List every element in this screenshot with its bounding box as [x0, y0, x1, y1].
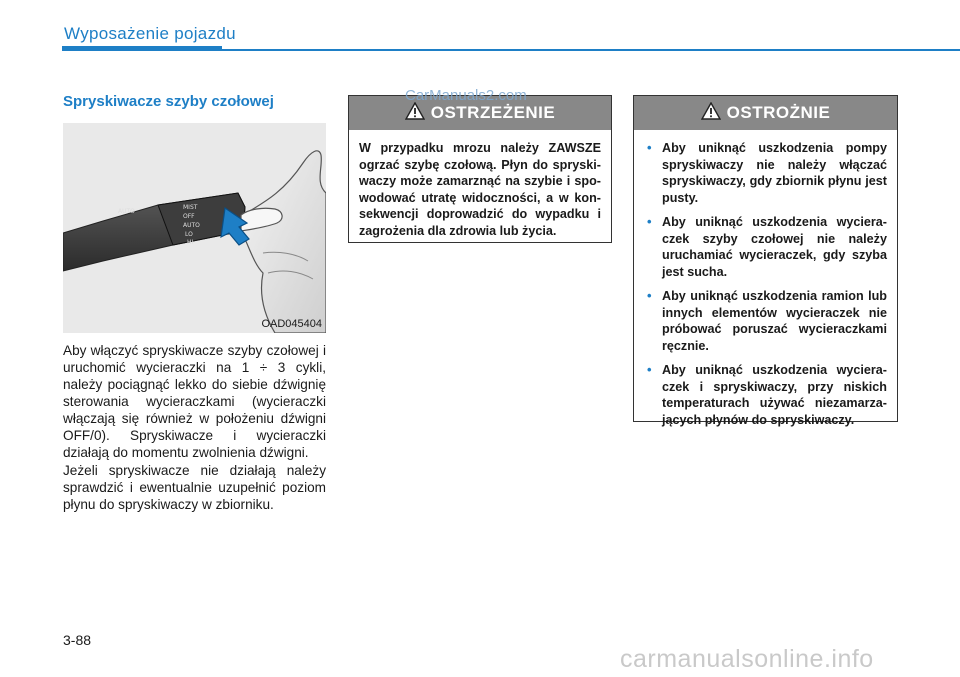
page-number: 3-88 [63, 632, 92, 648]
wiper-stalk-figure [63, 123, 326, 333]
caution-item-text: Aby uniknąć uszkodzenia pompy spryskiwaczy nie należy włączać spryskiwaczy, gdy zbiornik płynu jest pusty. [662, 141, 887, 205]
bullet-icon: • [647, 214, 652, 229]
caution-list [644, 140, 887, 428]
caution-box-title: OSTROŻNIE [726, 103, 831, 122]
figure-code: OAD045404 [261, 318, 322, 330]
warning-box-text: W przypadku mrozu należy ZAWSZE ogrzać szybę czołową. Płyn do spryskiwaczy może zamarznąć na szybie i spowodować utratę widoczności, a w konsekwencji doprowadzić do wypadku i zagrożenia dla zdrowia lub życia. [359, 141, 601, 238]
watermark-bottom: carmanualsonline.info [620, 645, 874, 673]
caution-box-header [634, 96, 897, 130]
title-underline-thick [62, 46, 222, 51]
bullet-icon: • [647, 288, 652, 303]
section-title: Wyposażenie pojazdu [64, 24, 236, 43]
wiper-stalk-illustration [63, 123, 326, 333]
title-underline-thin [222, 49, 960, 51]
caution-item [644, 214, 887, 280]
body-paragraph-2: Jeżeli spryskiwacze nie działają należy sprawdzić i ewentualnie uzupełnić poziom płynu do spryskiwaczy w zbiorniku. [63, 463, 326, 512]
caution-triangle-icon [701, 102, 721, 125]
stalk-label: MIST [183, 204, 198, 211]
caution-item-text: Aby uniknąć uszkodzenia wycieraczek szyby czołowej nie należy uruchamiać wycieraczek, gdy szyba jest sucha. [662, 215, 887, 279]
bullet-icon: • [647, 140, 652, 155]
warning-triangle-icon [405, 102, 425, 125]
stalk-label: AUTO [183, 222, 200, 229]
stalk-label: HI [187, 239, 194, 246]
body-paragraph-1: Aby włączyć spryskiwacze szyby czołowej i uruchomić wycieraczki na 1 ÷ 3 cykli, należy pociągnąć lekko do siebie dźwignię sterowania wycieraczkami (wycieraczki włączają się również w położeniu dźwigni OFF/0). Spryskiwacze i wycieraczki działają do momentu zwolnienia dźwigni. [63, 343, 326, 460]
caution-item-text: Aby uniknąć uszkodzenia ramion lub innych elementów wycieraczek nie próbować poruszać wycieraczkami ręcznie. [662, 289, 887, 353]
watermark-top: CarManuals2.com [405, 87, 527, 104]
warning-box [348, 95, 612, 243]
stalk-label: LO [185, 231, 193, 238]
caution-item [644, 362, 887, 428]
warning-box-title: OSTRZEŻENIE [430, 103, 556, 122]
caution-box [633, 95, 898, 427]
caution-item-text: Aby uniknąć uszkodzenia wycieraczek i spryskiwaczy, przy niskich temperaturach używać niezamarzających płynów do spryskiwaczy. [662, 363, 887, 427]
bullet-icon: • [647, 362, 652, 377]
caution-item [644, 140, 887, 206]
stalk-label: OFF [183, 213, 195, 220]
caution-item [644, 288, 887, 354]
article-heading: Spryskiwacze szyby czołowej [63, 93, 274, 110]
stalk-label: AUTO [118, 208, 135, 215]
